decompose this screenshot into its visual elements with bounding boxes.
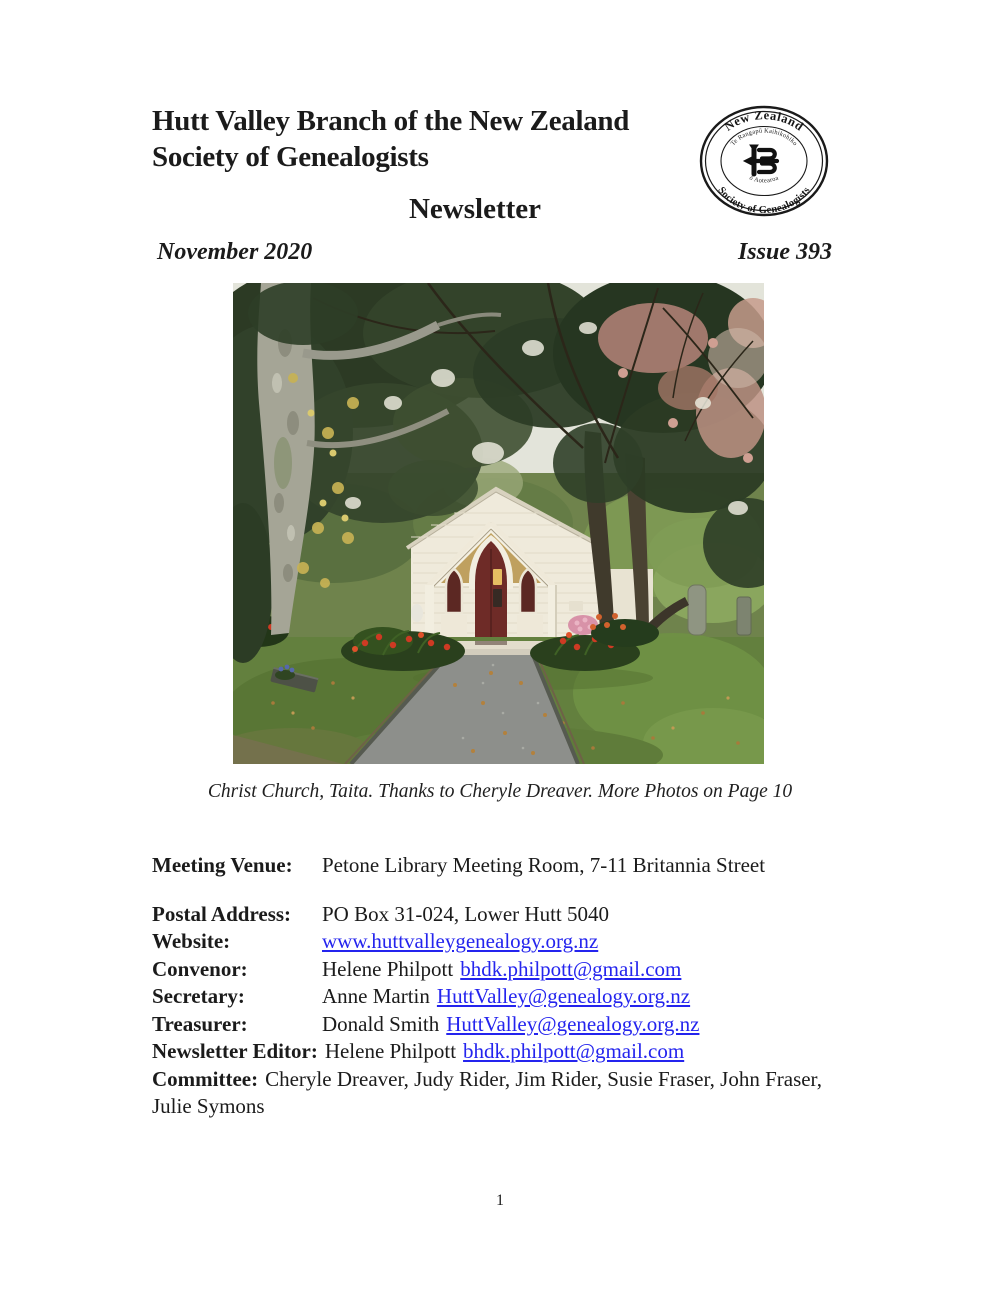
- church-photo-svg: [233, 283, 764, 764]
- page-title-line1: Hutt Valley Branch of the New Zealand: [152, 105, 630, 137]
- meeting-venue-label: Meeting Venue:: [152, 853, 293, 877]
- meeting-venue-value: Petone Library Meeting Room, 7-11 Britannia Street: [322, 853, 766, 877]
- garden-chair: [411, 604, 423, 622]
- photo-caption: Christ Church, Taita. Thanks to Cheryle Dreaver. More Photos on Page 10: [207, 781, 793, 802]
- convenor-email-link[interactable]: bhdk.philpott@gmail.com: [460, 956, 682, 981]
- newsletter-heading: Newsletter: [408, 193, 542, 225]
- nzsg-seal-svg: [698, 104, 832, 220]
- treasurer-name: Donald Smith: [322, 1011, 440, 1036]
- row-website: [152, 928, 852, 956]
- treasurer-label: Treasurer:: [152, 1011, 248, 1036]
- secretary-name: Anne Martin: [322, 984, 430, 1008]
- website-label: Website:: [152, 929, 231, 953]
- row-committee: [152, 1066, 852, 1121]
- masthead: [152, 103, 712, 175]
- spacer: [152, 880, 852, 901]
- dateline: [152, 239, 848, 266]
- autumn-foliage: [598, 303, 708, 373]
- porch-window-left: [446, 569, 462, 613]
- contact-block: [152, 852, 852, 1121]
- website-link[interactable]: www.huttvalleygenealogy.org.nz: [322, 929, 599, 953]
- seal-text-top: New Zealand: [721, 108, 807, 134]
- issue-number: Issue 393: [737, 239, 832, 265]
- secretary-email-link[interactable]: HuttValley@genealogy.org.nz: [436, 984, 691, 1008]
- editor-label: Newsletter Editor:: [152, 1039, 318, 1063]
- porch-window-right: [520, 569, 536, 613]
- committee-members: Cheryle Dreaver, Judy Rider, Jim Rider, Susie Fraser, John Fraser, Julie Symons: [152, 1066, 822, 1118]
- row-meeting-venue: [152, 852, 852, 880]
- row-treasurer: [152, 1011, 852, 1039]
- postal-address-label: Postal Address:: [152, 901, 292, 926]
- row-newsletter-editor: [152, 1038, 852, 1066]
- page-number: 1: [496, 1192, 504, 1209]
- row-postal-address: [152, 901, 852, 929]
- row-secretary: [152, 983, 852, 1011]
- convenor-label: Convenor:: [152, 956, 248, 981]
- seal-text-inner-bottom: ō Aotearoa: [748, 174, 780, 185]
- gravestone-2: [737, 597, 751, 635]
- treasurer-email-link[interactable]: HuttValley@genealogy.org.nz: [446, 1011, 700, 1036]
- editor-name: Helene Philpott: [324, 1039, 457, 1063]
- committee-label: Committee:: [152, 1066, 259, 1091]
- row-convenor: [152, 956, 852, 984]
- postal-address-value: PO Box 31-024, Lower Hutt 5040: [322, 901, 609, 926]
- seal-text-inner-top: Te Rangapū Kaihikohiko: [729, 127, 799, 148]
- secretary-label: Secretary:: [152, 984, 245, 1008]
- nzsg-seal-logo: [698, 104, 832, 220]
- issue-date: November 2020: [157, 239, 313, 265]
- editor-email-link[interactable]: bhdk.philpott@gmail.com: [463, 1039, 685, 1063]
- page-title-line2: Society of Genealogists: [152, 141, 429, 173]
- convenor-name: Helene Philpott: [322, 956, 454, 981]
- church-photo: [233, 283, 764, 764]
- gravestone-1: [688, 585, 706, 635]
- seal-text-bottom: Society of Genealogists: [715, 185, 813, 217]
